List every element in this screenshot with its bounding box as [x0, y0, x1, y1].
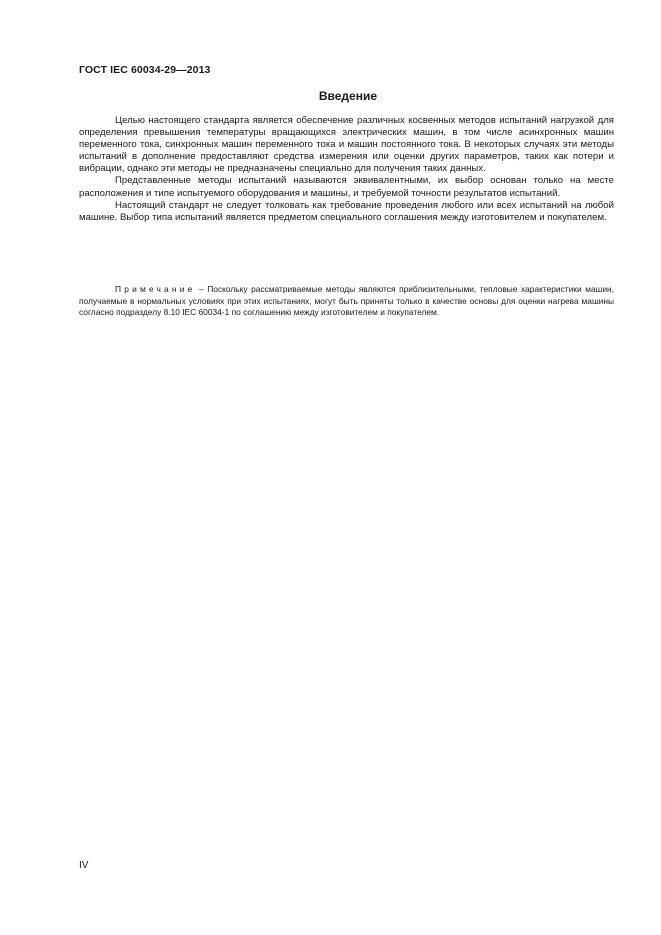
note-text: – Поскольку рассматриваемые методы являются приблизительными, тепловые характеристики машин, получаемые в нормальных условиях при этих испытаниях, могут быть приняты только в качестве основы для оценки нагрева машины согласно подразделу 8.10 IEC 60034-1 по соглашению между изготовителем и покупателем. [79, 284, 614, 318]
introduction-body [79, 115, 614, 224]
page-number: IV [79, 860, 89, 871]
document-header: ГОСТ IEC 60034-29—2013 [79, 64, 211, 76]
section-title-text: Введение [318, 89, 377, 103]
paragraph-1: Целью настоящего стандарта является обеспечение различных косвенных методов испытаний нагрузкой для определения превышения температуры вращающихся электрических машин, в том числе асинхронных машин переменного тока, синхронных машин переменного тока и машин постоянного тока. В некоторых случаях эти методы испытаний в дополнение предоставляют средства измерения или оценки других параметров, таких как потери и вибрации, однако эти методы не предназначены специально для получения таких данных. [79, 115, 614, 175]
paragraph-3: Настоящий стандарт не следует толковать как требование проведения любого или всех испытаний на любой машине. Выбор типа испытаний является предметом специального соглашения между изготовителем и покупателем. [79, 199, 614, 223]
section-title [79, 89, 614, 103]
paragraph-2: Представленные методы испытаний называются эквивалентными, их выбор основан только на месте расположения и типе испытуемого оборудования и машины, и требуемой точности результатов испытаний. [79, 175, 614, 199]
note-label: Примечание [115, 284, 196, 294]
note-block [79, 284, 614, 319]
